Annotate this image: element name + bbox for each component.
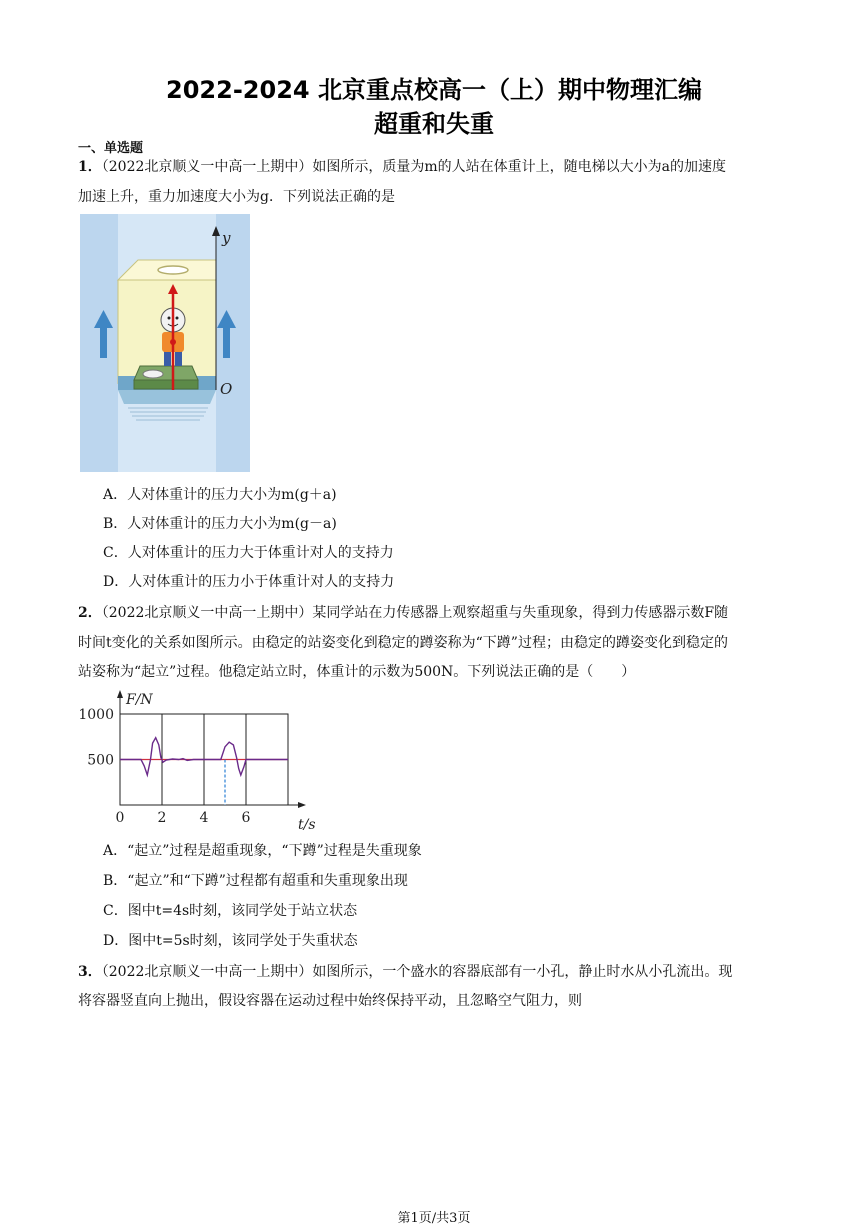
question-2-source: （2022北京顺义一中高一上期中） — [101, 605, 313, 621]
y-axis-label: y — [222, 229, 231, 247]
question-3-number: 3． — [78, 964, 102, 980]
x-axis-arrow-icon — [298, 802, 306, 808]
question-2-option-d[interactable]: D．图中t=5s时刻，该同学处于失重状态 — [103, 933, 358, 949]
question-1-option-a[interactable]: A．人对体重计的压力大小为m(g＋a) — [103, 487, 337, 503]
y-axis-arrow-icon — [117, 690, 123, 698]
question-3-line-2: 将容器竖直向上抛出，假设容器在运动过程中始终保持平动，且忽略空气阻力，则 — [78, 993, 582, 1009]
y-axis-label: F/N — [126, 692, 153, 708]
question-1-line-2: 加速上升，重力加速度大小为g．下列说法正确的是 — [78, 189, 395, 205]
question-2-line-2: 时间t变化的关系如图所示。由稳定的站姿变化到稳定的蹲姿称为“下蹲”过程；由稳定的蹲姿变化到稳定的 — [78, 635, 728, 651]
question-1-option-c[interactable]: C．人对体重计的压力大于体重计对人的支持力 — [103, 545, 394, 561]
x-tick-label: 2 — [157, 810, 167, 826]
origin-label: O — [220, 380, 233, 398]
question-1-number: 1． — [78, 159, 102, 175]
question-1-source: （2022北京顺义一中高一上期中） — [101, 159, 313, 175]
y-tick-label: 500 — [87, 752, 114, 769]
cabin-floor-front — [118, 390, 216, 404]
question-2-number: 2． — [78, 605, 102, 621]
question-2-option-b[interactable]: B．“起立”和“下蹲”过程都有超重和失重现象出现 — [103, 873, 408, 889]
question-3-text-1: 如图所示，一个盛水的容器底部有一小孔，静止时水从小孔流出。现 — [312, 964, 733, 980]
scale-device — [134, 366, 198, 389]
x-tick-label: 4 — [199, 810, 209, 826]
y-tick-label: 1000 — [78, 707, 114, 723]
question-2-line-1 — [78, 602, 728, 622]
question-2-option-c[interactable]: C．图中t=4s时刻，该同学处于站立状态 — [103, 903, 358, 919]
page-title: 2022-2024 北京重点校高一（上）期中物理汇编 — [166, 76, 702, 104]
question-1-text-1: 如图所示，质量为m的人站在体重计上，随电梯以大小为a的加速度 — [312, 159, 727, 175]
question-3-source: （2022北京顺义一中高一上期中） — [101, 964, 313, 980]
question-2-text-1: 某同学站在力传感器上观察超重与失重现象，得到力传感器示数F随 — [312, 605, 729, 621]
question-1-option-b[interactable]: B．人对体重计的压力大小为m(g－a) — [103, 516, 337, 532]
x-tick-label: 6 — [241, 810, 251, 826]
center-of-mass — [170, 339, 176, 345]
force-time-chart — [78, 688, 338, 838]
elevator-figure — [80, 214, 250, 472]
question-1-option-d[interactable]: D．人对体重计的压力小于体重计对人的支持力 — [103, 574, 395, 590]
question-1-line-1 — [78, 156, 726, 176]
ceiling-light — [158, 266, 188, 274]
question-2-line-3: 站姿称为“起立”过程。他稳定站立时，体重计的示数为500N。下列说法正确的是（ ） — [78, 664, 636, 680]
x-axis-label: t/s — [298, 817, 316, 833]
section-heading: 一、单选题 — [78, 141, 144, 156]
page-footer: 第1页/共3页 — [397, 1211, 471, 1226]
x-tick-label: 0 — [115, 810, 125, 826]
question-3-line-1 — [78, 961, 732, 981]
question-2-option-a[interactable]: A．“起立”过程是超重现象，“下蹲”过程是失重现象 — [103, 843, 422, 859]
page-subtitle: 超重和失重 — [374, 110, 494, 138]
